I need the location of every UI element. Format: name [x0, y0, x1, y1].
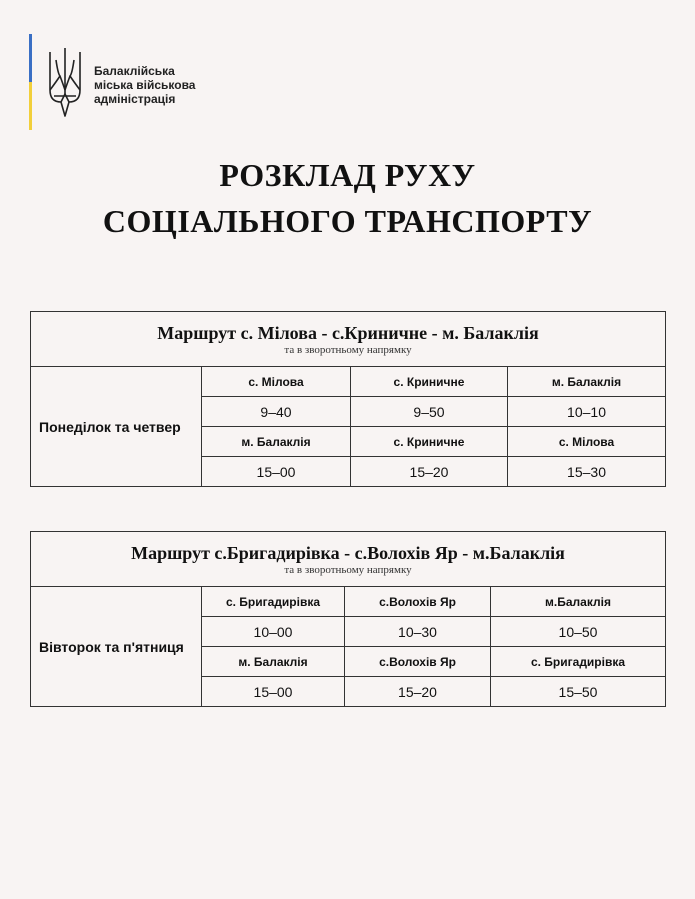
stop-name: с. Бригадирівка	[202, 587, 345, 617]
route-table-2	[30, 531, 666, 707]
departure-time: 15–00	[202, 457, 351, 487]
stop-name: с. Мілова	[202, 367, 351, 397]
flag-blue-band	[29, 34, 32, 82]
page-title-line-2: СОЦІАЛЬНОГО ТРАНСПОРТУ	[102, 203, 593, 239]
departure-time: 15–20	[351, 457, 508, 487]
departure-time: 9–40	[202, 397, 351, 427]
route-header	[31, 312, 666, 367]
departure-time: 10–10	[508, 397, 666, 427]
trident-icon	[46, 46, 84, 118]
stop-name: м. Балаклія	[202, 647, 345, 677]
departure-time: 10–00	[202, 617, 345, 647]
route-header	[31, 532, 666, 587]
flag-stripe	[29, 34, 32, 130]
route-name: Маршрут с. Мілова - с.Криничне - м. Балаклія	[157, 322, 539, 343]
flag-yellow-band	[29, 82, 32, 130]
departure-time: 9–50	[351, 397, 508, 427]
org-name-line-2: міська військова	[94, 78, 196, 92]
departure-time: 15–30	[508, 457, 666, 487]
stop-name: м. Балаклія	[508, 367, 666, 397]
departure-time: 15–20	[345, 677, 491, 707]
route-table-1	[30, 311, 666, 487]
route-name: Маршрут с.Бригадирівка - с.Волохів Яр - м.Балаклія	[131, 542, 565, 563]
stop-name: с. Криничне	[351, 367, 508, 397]
org-name-line-1: Балаклійська	[94, 64, 175, 78]
org-name-line-3: адміністрація	[94, 92, 176, 106]
route-subtitle: та в зворотньому напрямку	[284, 343, 412, 356]
org-name	[94, 64, 195, 106]
stop-name: с.Волохів Яр	[345, 647, 491, 677]
stop-name: м.Балаклія	[491, 587, 666, 617]
departure-time: 15–50	[491, 677, 666, 707]
page-title-line-1: РОЗКЛАД РУХУ	[219, 157, 476, 193]
stop-name: м. Балаклія	[202, 427, 351, 457]
departure-time: 15–00	[202, 677, 345, 707]
stop-name: с. Мілова	[508, 427, 666, 457]
stop-name: с. Бригадирівка	[491, 647, 666, 677]
stop-name: с. Криничне	[351, 427, 508, 457]
page-title	[0, 152, 695, 244]
departure-time: 10–30	[345, 617, 491, 647]
departure-time: 10–50	[491, 617, 666, 647]
route-days: Понеділок та четвер	[31, 367, 202, 487]
route-days: Вівторок та п'ятниця	[31, 587, 202, 707]
stop-name: с.Волохів Яр	[345, 587, 491, 617]
route-subtitle: та в зворотньому напрямку	[284, 563, 412, 576]
